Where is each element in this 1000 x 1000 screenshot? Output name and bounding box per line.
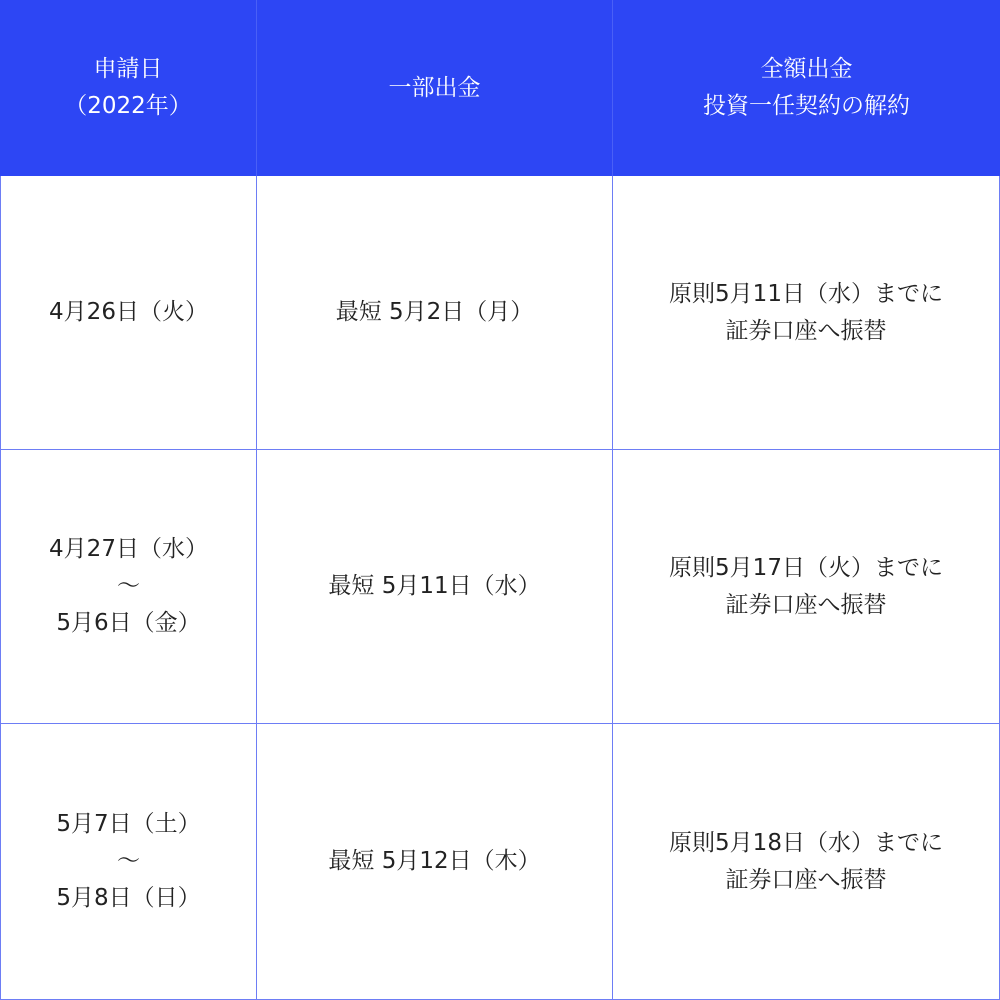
header-application-date	[0, 0, 257, 176]
partial-withdrawal-text: 最短 5月11日（水）	[328, 573, 541, 599]
table-cell-application-date	[0, 176, 257, 450]
table-cell-partial-withdrawal	[257, 176, 613, 450]
table-cell-full-withdrawal	[613, 450, 1000, 724]
table-cell-application-date	[0, 724, 257, 1000]
application-date-text: 5月7日（土） 〜 5月8日（日）	[56, 811, 201, 911]
header-full-withdrawal	[613, 0, 1000, 176]
application-date-text: 4月26日（火）	[49, 299, 208, 325]
table-cell-partial-withdrawal	[257, 450, 613, 724]
table-cell-partial-withdrawal	[257, 724, 613, 1000]
header-full-withdrawal-label: 全額出金 投資一任契約の解約	[703, 56, 910, 119]
header-partial-withdrawal-label: 一部出金	[388, 74, 481, 101]
table-cell-full-withdrawal	[613, 724, 1000, 1000]
table-cell-application-date	[0, 450, 257, 724]
full-withdrawal-text: 原則5月11日（水）までに 証券口座へ振替	[669, 280, 943, 344]
partial-withdrawal-text: 最短 5月2日（月）	[335, 299, 534, 325]
table-cell-full-withdrawal	[613, 176, 1000, 450]
full-withdrawal-text: 原則5月18日（水）までに 証券口座へ振替	[669, 829, 943, 893]
full-withdrawal-text: 原則5月17日（火）までに 証券口座へ振替	[669, 554, 943, 618]
header-application-date-label: 申請日 （2022年）	[64, 56, 192, 119]
partial-withdrawal-text: 最短 5月12日（木）	[328, 848, 541, 874]
application-date-text: 4月27日（水） 〜 5月6日（金）	[49, 536, 208, 636]
header-partial-withdrawal	[257, 0, 613, 176]
